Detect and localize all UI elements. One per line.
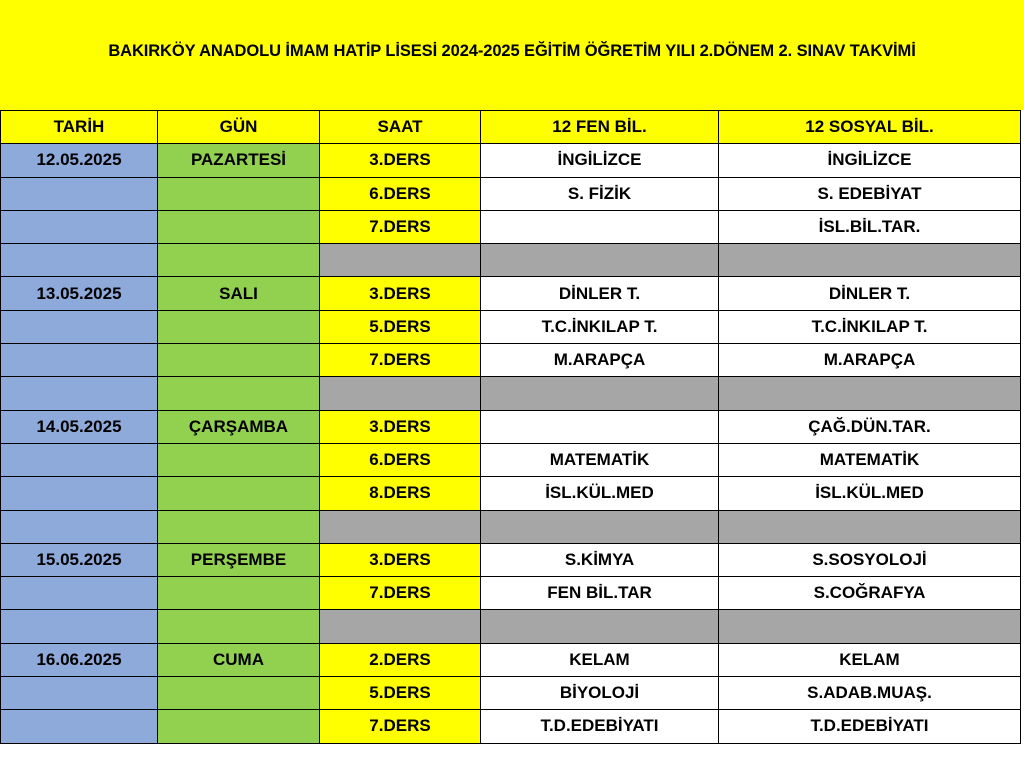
- separator-cell: [320, 610, 481, 643]
- separator-cell: [481, 610, 719, 643]
- separator-cell: [158, 610, 320, 643]
- day-cell: [158, 477, 320, 510]
- sosyal-subject: T.C.İNKILAP T.: [719, 310, 1021, 343]
- sosyal-subject: İNGİLİZCE: [719, 144, 1021, 177]
- table-row: [1, 710, 1021, 743]
- separator-cell: [320, 377, 481, 410]
- separator-row: [1, 377, 1021, 410]
- exam-date: 12.05.2025: [1, 144, 158, 177]
- fen-subject: M.ARAPÇA: [481, 344, 719, 377]
- fen-subject: DİNLER T.: [481, 277, 719, 310]
- fen-subject: FEN BİL.TAR: [481, 577, 719, 610]
- table-row: [1, 643, 1021, 676]
- fen-subject: KELAM: [481, 643, 719, 676]
- separator-cell: [320, 510, 481, 543]
- table-row: [1, 210, 1021, 243]
- date-cell: [1, 210, 158, 243]
- fen-subject: T.D.EDEBİYATI: [481, 710, 719, 743]
- schedule-body: [1, 144, 1021, 743]
- sosyal-subject: S.SOSYOLOJİ: [719, 543, 1021, 576]
- separator-cell: [1, 244, 158, 277]
- sosyal-subject: S. EDEBİYAT: [719, 177, 1021, 210]
- table-row: [1, 310, 1021, 343]
- header-row: [1, 111, 1021, 144]
- separator-cell: [719, 244, 1021, 277]
- exam-day: ÇARŞAMBA: [158, 410, 320, 443]
- separator-cell: [320, 244, 481, 277]
- date-cell: [1, 477, 158, 510]
- separator-row: [1, 610, 1021, 643]
- separator-cell: [1, 510, 158, 543]
- table-row: [1, 277, 1021, 310]
- lesson-period: 3.DERS: [320, 543, 481, 576]
- day-cell: [158, 677, 320, 710]
- sosyal-subject: S.ADAB.MUAŞ.: [719, 677, 1021, 710]
- day-cell: [158, 577, 320, 610]
- sosyal-subject: S.COĞRAFYA: [719, 577, 1021, 610]
- header-fen: 12 FEN BİL.: [481, 111, 719, 144]
- fen-subject: [481, 210, 719, 243]
- header-day: GÜN: [158, 111, 320, 144]
- separator-cell: [1, 377, 158, 410]
- table-row: [1, 677, 1021, 710]
- lesson-period: 3.DERS: [320, 144, 481, 177]
- exam-day: CUMA: [158, 643, 320, 676]
- exam-date: 14.05.2025: [1, 410, 158, 443]
- fen-subject: T.C.İNKILAP T.: [481, 310, 719, 343]
- date-cell: [1, 177, 158, 210]
- lesson-period: 7.DERS: [320, 710, 481, 743]
- sosyal-subject: ÇAĞ.DÜN.TAR.: [719, 410, 1021, 443]
- separator-cell: [158, 510, 320, 543]
- exam-schedule-table: [0, 110, 1021, 744]
- separator-cell: [719, 377, 1021, 410]
- fen-subject: S.KİMYA: [481, 543, 719, 576]
- day-cell: [158, 443, 320, 476]
- day-cell: [158, 177, 320, 210]
- day-cell: [158, 344, 320, 377]
- sosyal-subject: T.D.EDEBİYATI: [719, 710, 1021, 743]
- fen-subject: BİYOLOJİ: [481, 677, 719, 710]
- table-row: [1, 144, 1021, 177]
- sosyal-subject: DİNLER T.: [719, 277, 1021, 310]
- exam-date: 13.05.2025: [1, 277, 158, 310]
- lesson-period: 3.DERS: [320, 410, 481, 443]
- table-row: [1, 577, 1021, 610]
- separator-cell: [158, 377, 320, 410]
- separator-row: [1, 510, 1021, 543]
- date-cell: [1, 577, 158, 610]
- day-cell: [158, 210, 320, 243]
- lesson-period: 8.DERS: [320, 477, 481, 510]
- exam-day: PAZARTESİ: [158, 144, 320, 177]
- day-cell: [158, 310, 320, 343]
- lesson-period: 6.DERS: [320, 177, 481, 210]
- separator-cell: [481, 510, 719, 543]
- header-sosyal: 12 SOSYAL BİL.: [719, 111, 1021, 144]
- lesson-period: 7.DERS: [320, 210, 481, 243]
- lesson-period: 5.DERS: [320, 677, 481, 710]
- lesson-period: 5.DERS: [320, 310, 481, 343]
- separator-cell: [481, 377, 719, 410]
- schedule-title: BAKIRKÖY ANADOLU İMAM HATİP LİSESİ 2024-2025 EĞİTİM ÖĞRETİM YILI 2.DÖNEM 2. SINAV TAKVİMİ: [108, 41, 916, 60]
- separator-cell: [1, 610, 158, 643]
- lesson-period: 3.DERS: [320, 277, 481, 310]
- separator-cell: [719, 510, 1021, 543]
- exam-date: 16.06.2025: [1, 643, 158, 676]
- header-date: TARİH: [1, 111, 158, 144]
- sosyal-subject: İSL.BİL.TAR.: [719, 210, 1021, 243]
- date-cell: [1, 677, 158, 710]
- fen-subject: İSL.KÜL.MED: [481, 477, 719, 510]
- exam-day: SALI: [158, 277, 320, 310]
- lesson-period: 6.DERS: [320, 443, 481, 476]
- title-band: [0, 0, 1024, 110]
- date-cell: [1, 344, 158, 377]
- date-cell: [1, 710, 158, 743]
- separator-cell: [481, 244, 719, 277]
- table-row: [1, 543, 1021, 576]
- fen-subject: MATEMATİK: [481, 443, 719, 476]
- table-row: [1, 410, 1021, 443]
- table-row: [1, 477, 1021, 510]
- date-cell: [1, 443, 158, 476]
- fen-subject: İNGİLİZCE: [481, 144, 719, 177]
- exam-day: PERŞEMBE: [158, 543, 320, 576]
- fen-subject: [481, 410, 719, 443]
- lesson-period: 2.DERS: [320, 643, 481, 676]
- day-cell: [158, 710, 320, 743]
- table-row: [1, 344, 1021, 377]
- header-time: SAAT: [320, 111, 481, 144]
- sosyal-subject: İSL.KÜL.MED: [719, 477, 1021, 510]
- lesson-period: 7.DERS: [320, 577, 481, 610]
- table-row: [1, 177, 1021, 210]
- separator-row: [1, 244, 1021, 277]
- date-cell: [1, 310, 158, 343]
- lesson-period: 7.DERS: [320, 344, 481, 377]
- separator-cell: [158, 244, 320, 277]
- separator-cell: [719, 610, 1021, 643]
- fen-subject: S. FİZİK: [481, 177, 719, 210]
- exam-date: 15.05.2025: [1, 543, 158, 576]
- sosyal-subject: MATEMATİK: [719, 443, 1021, 476]
- sosyal-subject: M.ARAPÇA: [719, 344, 1021, 377]
- sosyal-subject: KELAM: [719, 643, 1021, 676]
- table-row: [1, 443, 1021, 476]
